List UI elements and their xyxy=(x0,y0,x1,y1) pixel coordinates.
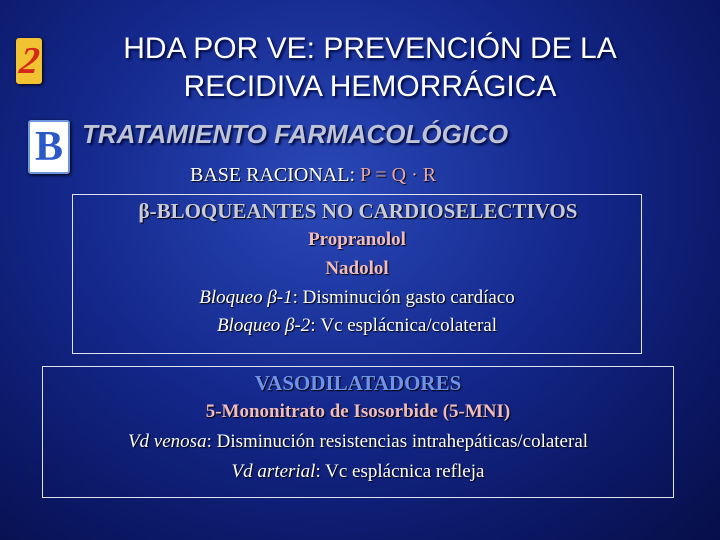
beta-2-desc: : Vc esplácnica/colateral xyxy=(310,315,498,336)
base-racional-formula: P = Q · R xyxy=(360,164,437,186)
beta-1-effect xyxy=(72,287,642,309)
arterial-effect xyxy=(42,461,674,483)
arterial-desc: : Vc esplácnica refleja xyxy=(315,461,485,482)
letter-badge-icon xyxy=(28,120,70,174)
number-badge-icon xyxy=(16,38,42,84)
drug-nadolol: Nadolol xyxy=(325,258,389,279)
section-subtitle: TRATAMIENTO FARMACOLÓGICO xyxy=(82,119,509,149)
venous-desc: : Disminución resistencias intrahepáticas/colateral xyxy=(206,431,589,452)
drug-5-mni: 5-Mononitrato de Isosorbide (5-MNI) xyxy=(205,401,511,422)
venous-term: Vd venosa xyxy=(127,431,207,452)
venous-effect xyxy=(42,431,674,453)
vasodilators-heading: VASODILATADORES xyxy=(254,371,462,395)
number-badge-text: 2 xyxy=(16,40,42,82)
slide-title xyxy=(40,30,700,106)
beta-2-effect xyxy=(72,315,642,337)
beta-1-desc: : Disminución gasto cardíaco xyxy=(292,287,515,308)
arterial-term: Vd arterial xyxy=(231,461,316,482)
slide-title-line-1: HDA POR VE: PREVENCIÓN DE LA xyxy=(123,32,617,65)
letter-badge-text: B xyxy=(34,124,63,170)
beta-blockers-heading: β-BLOQUEANTES NO CARDIOSELECTIVOS xyxy=(138,199,578,223)
slide-title-line-2: RECIDIVA HEMORRÁGICA xyxy=(183,70,557,103)
drug-propranolol: Propranolol xyxy=(308,229,406,250)
base-racional-label: BASE RACIONAL: xyxy=(190,164,361,186)
base-racional xyxy=(190,164,436,187)
beta-2-term: Bloqueo β-2 xyxy=(216,315,311,336)
beta-1-term: Bloqueo β-1 xyxy=(199,287,293,308)
